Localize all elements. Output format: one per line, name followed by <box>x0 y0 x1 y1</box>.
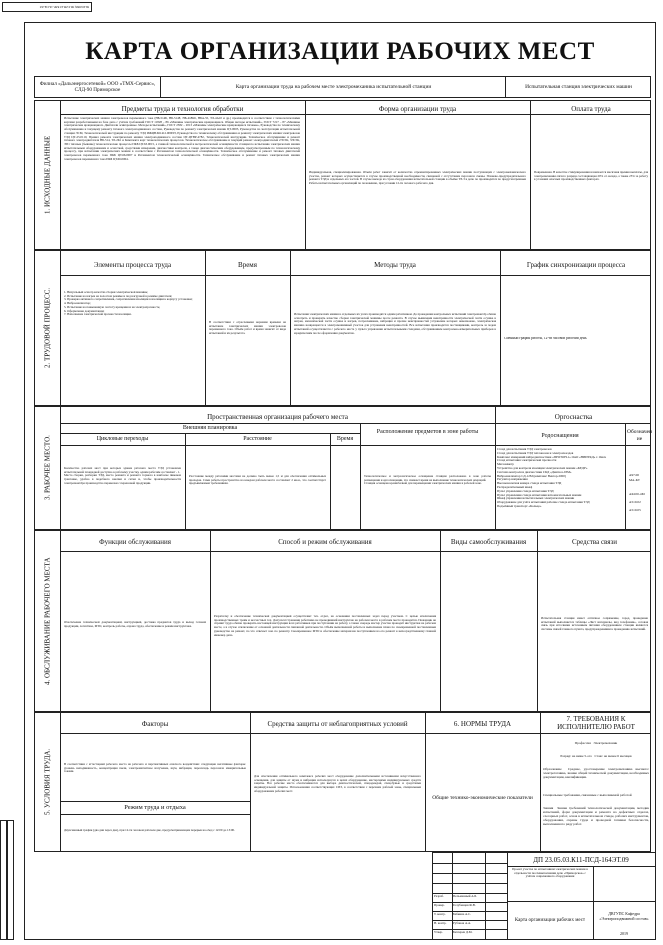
drawing-code: ДП 23.05.03.К11-ПСД-164ЭТ.09 <box>533 855 629 864</box>
project-desc: Проект участка по испытаниям электрических машин в отдельности послевыполнения депо «Приморское» с учётом современного оборудования <box>512 868 588 879</box>
section-4-label: 4. ОБСЛУЖИВАНИЕ РАБОЧЕГО МЕСТА <box>43 557 52 685</box>
section-3-label: 3. РАБОЧЕЕ МЕСТО. <box>43 435 52 501</box>
binding-strip <box>0 820 14 940</box>
comm-header: Средства связи <box>571 538 618 546</box>
req-header: 7. ТРЕБОВАНИЯ К ИСПОЛНИТЕЛЮ РАБОТ <box>557 715 635 731</box>
time-header: Время <box>238 261 257 269</box>
list-item: Регулятор напряжения <box>497 478 528 482</box>
role: Провер. <box>434 903 445 907</box>
role: Т. контр. <box>434 912 446 916</box>
signer: Бехтерев Д.М. <box>453 930 473 934</box>
place-text: Технологическое и метрологическое оснащение станции расположено в зоне работы размещения и оргоснащении, что снижает время на выполнение технологических операций. Станция оснащена краншбалкой для перемещения электрических машин в рабочей зоне. <box>364 475 491 486</box>
section-5 <box>34 712 651 852</box>
signer: Пельменный А.Б. <box>453 894 477 898</box>
comm-text: Испытательная станция имеет оптичное сопряжение, город, проведение испытаний выполняется таблицы «Лист интервалы, вид телефонии», сотовая связь при источники источником питания оборудованием станции являются системы связей главного пункта, предупреждениями к проведению испытаний. <box>541 617 648 632</box>
names-header: Родоснащения <box>541 433 579 439</box>
protect-text: Для обеспечения оптимального комплекса рабочих мест оборудование дополнительными источниками искусственного освещения, для защиты от шума и вибрации используются в целях оборудование, мастерскими индивидуальных средств защиты. Все рабочие места обеспечиваются для выбора диагностической, спецодеждой, спецобувью и средствами индивидуальной защиты. Использования соответствующих СИЗ, в соответствии с перечнем рабочей зоны, специальным оборудованием рабочих мест. <box>254 775 421 793</box>
place-header: Расположение предметов в зоне работы <box>376 429 479 435</box>
title-block <box>432 852 656 940</box>
subject-header: Предметы труда и технология обработки <box>121 105 244 113</box>
req-row: Образование Среднее, удостоверение электромеханика высшего/электротехника, знание общей технической документации, необходимых документации, квалификации. <box>543 767 649 779</box>
req-row: Разряд: не ниже 5-ого Стаж: не менее 6 месяцев <box>560 754 632 758</box>
list-item: Устройство для контроля изоляции электрических машин «КЕДР» <box>497 466 588 470</box>
methods-text: Испытания электрических машин в отдельных их узлах производятся одним работником. До проведения контрольных испытаний электромонтёр обязан осмотреть и проверить качество сборки электрической машины после ремонта. В случае выявления неисправности электрической части осушка в нагрев, механической части осушка и нагрев, потрескивание, вибрация и прочие неисправностей устранение которых невозможно, электрическая машина возвращается в электромашинный участок для устранения неисправностей. Все испытания производятся поставщиками, контроль за ходом испытаний осуществляется с рабочего места у пульта управления испытательными стендами, обслуживанием контрольно-измерительных приборов в юридическим после оформления документов. <box>294 313 496 335</box>
role: Разраб. <box>434 894 444 898</box>
corner-code: 69.20.0996; 80.0 ZH.43 ЕЛЕ-16-СЯ-ЛЛ <box>2 2 92 12</box>
time3-header: Время <box>336 436 354 442</box>
section-2 <box>34 250 651 406</box>
list-item: Система контроля и диагностики СКД «Диагноз-03М» <box>497 470 572 474</box>
sheet-title: Карта организации рабочих мест <box>514 917 586 923</box>
section-1-label: 1. ИСХОДНЫЕ ДАННЫЕ <box>43 135 52 215</box>
regime-text: Двухсменный график (два дня через два), при 12-ти часовом рабочем дне, предусматривающем перерыв на обед с 12:00 до 13:00. <box>64 829 235 832</box>
req-row: Специальные требования, связанные с выполняемой работой <box>543 793 632 797</box>
elements-header: Элементы процесса труда <box>93 261 172 269</box>
list-item: Распределительный шкаф <box>497 485 533 489</box>
pay-text: Повременная. В качестве стимулирования назначается месячная премия выплаты, для электромеханика пятого разряда составляющая 20% от оклада, а также 25% за работу в условиях опасных производственных факторах. <box>534 171 648 182</box>
norms-sub: Общие технико-экономические показатели <box>432 795 533 801</box>
signatures <box>433 893 507 939</box>
time-text: В соответствии с отраслевыми нормами времени на испытание электрических машин электровозов переменного тока. Объём работ и время зависит от вида испытаний и их результата. <box>209 321 286 336</box>
equipment-list <box>497 448 623 528</box>
section-5-label: 5. УСЛОВИЯ ТРУДА. <box>43 748 52 816</box>
list-item: Стенд испытания электрической прочности <box>497 459 557 463</box>
methods-header: Методы труда <box>374 261 416 269</box>
code-item: А97.00 <box>629 473 640 477</box>
section-1 <box>34 100 651 250</box>
regime-header: Режим труда и отдыха <box>124 804 186 811</box>
card-name: Карта организации труда на рабочем месте электромеханика испытательной станции <box>160 77 506 97</box>
graph-text: Сменный график работы, 12-ти часовой рабочий день <box>504 337 587 340</box>
page-title: КАРТА ОРГАНИЗАЦИИ РАБОЧИХ МЕСТ <box>85 38 595 65</box>
list-item: Пульт управления стенда испытания вспомогательных машин <box>497 493 582 497</box>
form-header: Форма организации труда <box>378 105 457 113</box>
method-header: Способ и режим обслуживания <box>278 538 372 546</box>
list-item: Пульт управления стенда испытания ТЭД <box>497 489 554 493</box>
dist-text: Расстояние между рабочими местами не должно быть менее 1,5 м для обеспечения оптимальных проходов. Сами работы пространство на каждом рабочем месте составляет 2 кв.м., что соответствует предъявляемым требованиям. <box>189 475 326 486</box>
org-name: Филиал «Дальэнергосетевой» ООО «ТМХ-Сервис», СЛД-90 Приморское <box>39 81 156 93</box>
signer: Бабкина А.С. <box>453 912 472 916</box>
factors-text: В соответствии с аттестацией рабочего места на рабочего и перспективных опасного воздействия: следующие негативные факторы: уровень неподвижность, концентрация пыли, электромагнитное излучение, шум, вибрация, переохладь персонала измерительные токами. <box>64 763 246 774</box>
self-header: Виды самообслуживания <box>450 538 527 546</box>
list-item: Виброанализатор СД-12М (комплекс Вектор-2000) <box>497 474 566 478</box>
role: Утвер. <box>434 930 443 934</box>
requirements <box>543 737 649 826</box>
university: ДВГУПС Кафедра «Электроподвижной состав» <box>599 911 649 921</box>
section-3 <box>34 406 651 530</box>
info-row <box>34 76 651 98</box>
method-text: Разработку и обеспечение технической документацией осуществляет тех. отдел, на основании поставленных задач перед участком. С целью исключения производственных травм и несчастных тех. Допуск/отстранения работника не проводивший инструктаж на рабочем месте в рабочем месте проводится. Пожарник не справит труда обязан проверить настоящей инструкции всех работников при поступлении на работу, а также очередь мастер участка проводит инструктаж на рабочем месте, а в случае отключение от основной деятельности связанной деятельности. Объём выполненной работы и выполнение плана по своевременной поставленным руководство на ремонт, по что отвечает зам. по ремонту. Своевременное МТО и обеспечение материалов поступлением на его ремонт к непосредственному главной инженер депо. <box>214 615 436 637</box>
subject-text: Испытание электрических машин электровозов переменного тока (НБ-514Б, НБ-514Е, НБ-418К6, НБА-55, ТЛ-4А10 и др.) производится в соответствии с технологическими картами разработанными на базе депо с учётом требований ГОСТ 11828 – 86 «Машины электрические вращающиеся. Общие методы испытаний», ГОСТ 7217 – 87 «Машины электрические вращающиеся. Двигатели асинхронные. Методы испытаний», ГОСТ 2582 – 2013 «Машины электрические вращающиеся тяговые», Руководства по техническому обслуживанию и текущему ремонту тягового электроподвижного состава, Руководства по ремонту электрических машин ЦТ-0003, Руководства по эксплуатации испытательной станции ЭСМ, Технологической инструкции по ремонту ТЭД ИЖЦВ.661412.009ПЭ, Руководства по техническому обслуживанию и ремонту электрических машин электровозов ТЭД ЦТ-25.0110, Правил ремонта электрических машин электроподвижного состава ЦТ-ЦТВР-4782, Технологической инструкции. Техническое обслуживание и ремонт тягового электродвигателя НБ-514, ТЛ-2К1 и Комплекта карт технологических процессов. Технологическое обслуживание и текущий ремонт электродвигателей 2ЭС5К, 3ЭС5К, ЭП1 тяговые (бывшие) технологические процессы ПКБ ЦТ.63.0015, а главной технологической и метрологической оснащённости станции по испытанию электрических машин испытательным оборудованием и оснасткой, средствами измерения, диагностики контроля, а также диагностическим оборудованием, предусмотренным по технологическому процессу, при испытании электрических машин в соответствии с Регламентом технологической оснащённости. Техническое обслуживание и ремонт тяговых двигателей электровозов переменного тока ПКБ ЦТ.66.0007 и Регламентом технологической оснащённости. Техническое обслуживание и ремонт тяговых электрических машин электровозов переменного тока ПКБ ЦТ.66.0004. <box>64 117 300 161</box>
req-row: Знания Знание требований технологической документации, методик испытаний, форм документации и ремонта на дефектных отделах, слесарных работ, основ в испытательном стенде, рабочих инструментов, оборудования, охраны труда и проводной техники безопасности, выполнения по ряду работ. <box>543 806 650 826</box>
equipment-codes <box>629 471 651 514</box>
factors-header: Факторы <box>141 720 169 728</box>
zones-header: Цикловые переходы <box>96 436 149 442</box>
code-item: А510.02 <box>629 500 641 504</box>
list-item: Подъёмный транспорт «Кольцо» <box>497 504 542 508</box>
station-name: Испытательная станция электрических машин <box>505 77 651 97</box>
role: Н. контр. <box>434 921 447 925</box>
list-item: Высоковольтная камера стенда испытания ТЭД <box>497 482 562 486</box>
elements-text: 1. Визуальный осмотр качества сборки электрической машины; 2. Испытание на нагрев на холостом режиме и под нагрузкой в режиме двигателя; 3. Проверка активного сопротивления, сопротивления изоляции в изоляции к корпусу установки; 4. Виброанализатор; 5. Испытание на повышенную частоту вращения и на электропрочность; 6. Оформление документации; 7. Наполнение электрической прочности изоляции. <box>64 291 193 317</box>
zones-text: Количество рабочих мест при которых здание рабочего места ТЭД установлен испытательной площадкой доступно к рабочему участку, одним рабочим составляет - 1. Место сборки, разборки ТЭД, место ремонта и ремонта тормоза в наиболее пиковом трактовке, удобно в подобного кнопки и сетки и, чтобы производительности электромонтёра производство перевозки с перевозкой продукции. <box>64 467 181 485</box>
graph-header: График синхронизации процесса <box>526 261 626 269</box>
codes-header: Обозначен ие <box>627 429 653 442</box>
functions-text: Обеспечение технической документацией, инструкцией, доставка предметов труда и выход готовой продукции, логистика, МТО, контроль работы, охрана труда, обеспечение и режим инструктажа. <box>64 621 206 628</box>
dist-header: Расстояние <box>243 436 272 442</box>
signer: Рубанов А.А. <box>453 921 472 925</box>
list-item: Стенд для испытания ТЭД электровозов <box>497 448 552 451</box>
form-text: Индивидуальная, специализированная. Объём работ зависит от количества отремонтированных электрических машин поступающих с электромеханического участка, ремонт которых осуществляется в случае производственной необходимости, связанной с отсутствием персонала смены. Планово-предупредительного ремонта ТЭД и отдельных его частей. В случае выхода из строя оборудования испытательной станции в объёме ТР-3 в депо по производится по предусмотренным Работы испытательных организаций по положению, при условии 12-ти часового рабочего дня. <box>309 171 526 186</box>
section-2-label: 2. ТРУДОВОЙ ПРОЦЕСС. <box>43 287 52 369</box>
req-row: Профессия Электромеханик <box>574 741 618 745</box>
code-item: АК100-4М <box>629 492 645 496</box>
list-item: Мегаомметр <box>497 463 514 467</box>
code-item: МА-КТ <box>629 478 640 482</box>
list-item: Оборудование для учёта испытаний рабочие стенда испытания ТЭД <box>497 501 590 505</box>
pay-header: Оплата труда <box>571 105 611 113</box>
layout-header: Внешняя планировка <box>182 425 238 431</box>
list-item: Комплекс измерений вибродиагностики «ПРОТОН-1» ОАО «НИИТКД» г. Омск <box>497 455 607 459</box>
norms-header: 6. НОРМЫ ТРУДА <box>453 720 512 728</box>
list-item: Шкаф управления испытательных электрических машин <box>497 497 575 501</box>
equip-header: Оргоснастка <box>554 413 593 421</box>
code-item: А510.05 <box>629 508 641 512</box>
section-4 <box>34 530 651 712</box>
protect-header: Средства защиты от неблагоприятных условий <box>267 720 408 728</box>
functions-header: Функции обслуживания <box>99 538 171 546</box>
space-header: Пространственная организация рабочего места <box>207 413 348 421</box>
list-item: Стенд для испытания ТЭД тепловозов и электропоездов <box>497 451 574 455</box>
signer: Голубенцев Ф.В. <box>453 903 476 907</box>
year: 2019 <box>620 931 628 936</box>
